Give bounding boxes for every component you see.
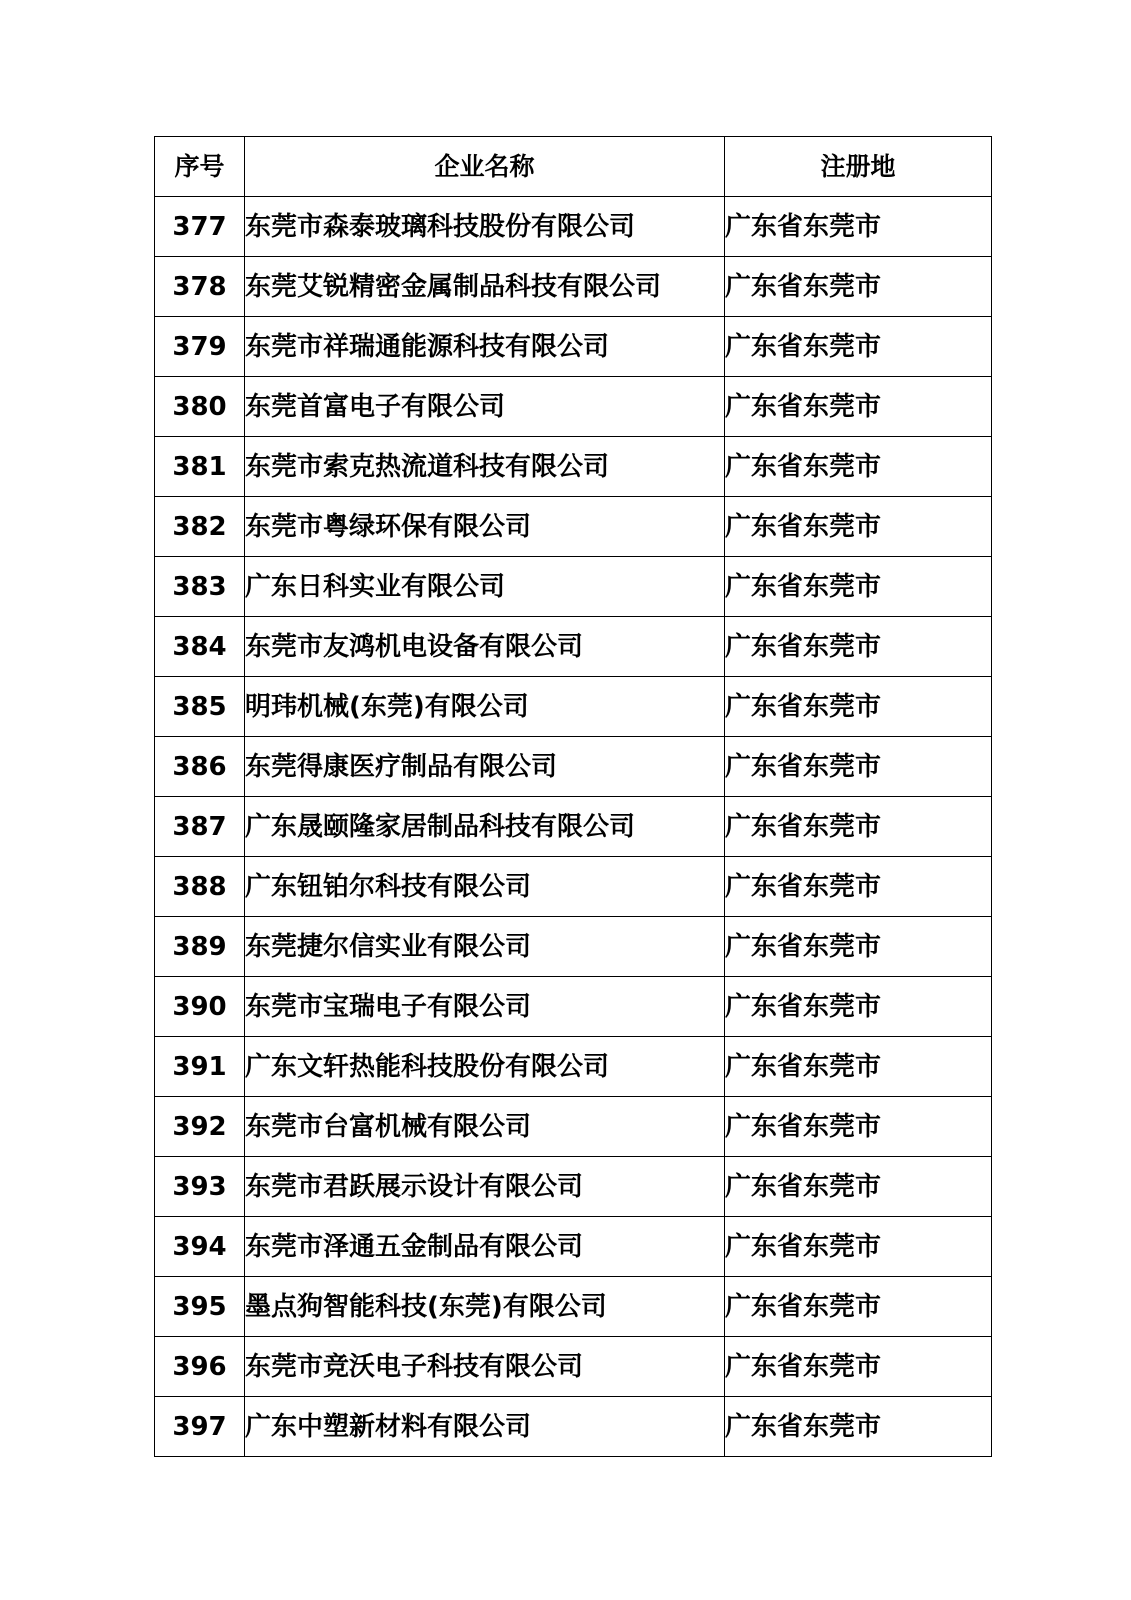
cell-seq: 392 [155,1097,245,1157]
cell-seq: 395 [155,1277,245,1337]
table-row [155,617,992,677]
cell-seq: 384 [155,617,245,677]
cell-location: 广东省东莞市 [725,857,992,917]
cell-location: 广东省东莞市 [725,497,992,557]
cell-location: 广东省东莞市 [725,1337,992,1397]
company-table [154,136,992,1457]
cell-company-name: 东莞市索克热流道科技有限公司 [245,437,725,497]
table-row [155,437,992,497]
cell-location: 广东省东莞市 [725,1037,992,1097]
cell-seq: 383 [155,557,245,617]
cell-location: 广东省东莞市 [725,377,992,437]
table-row [155,557,992,617]
cell-location: 广东省东莞市 [725,1217,992,1277]
header-seq: 序号 [155,137,245,197]
cell-location: 广东省东莞市 [725,317,992,377]
cell-company-name: 东莞艾锐精密金属制品科技有限公司 [245,257,725,317]
cell-company-name: 东莞市竞沃电子科技有限公司 [245,1337,725,1397]
table-row [155,1397,992,1457]
table-body [155,197,992,1457]
table-row [155,1337,992,1397]
cell-seq: 387 [155,797,245,857]
table-header [155,137,992,197]
cell-company-name: 东莞首富电子有限公司 [245,377,725,437]
table-row [155,797,992,857]
cell-seq: 396 [155,1337,245,1397]
cell-seq: 397 [155,1397,245,1457]
cell-company-name: 广东日科实业有限公司 [245,557,725,617]
header-company-name: 企业名称 [245,137,725,197]
table-row [155,317,992,377]
cell-company-name: 东莞市森泰玻璃科技股份有限公司 [245,197,725,257]
cell-location: 广东省东莞市 [725,977,992,1037]
table-row [155,1037,992,1097]
cell-seq: 382 [155,497,245,557]
cell-company-name: 东莞市宝瑞电子有限公司 [245,977,725,1037]
cell-company-name: 东莞市友鸿机电设备有限公司 [245,617,725,677]
cell-company-name: 东莞市泽通五金制品有限公司 [245,1217,725,1277]
cell-company-name: 东莞捷尔信实业有限公司 [245,917,725,977]
cell-seq: 388 [155,857,245,917]
cell-company-name: 东莞市粤绿环保有限公司 [245,497,725,557]
cell-seq: 385 [155,677,245,737]
cell-company-name: 明玮机械(东莞)有限公司 [245,677,725,737]
cell-location: 广东省东莞市 [725,1277,992,1337]
cell-seq: 378 [155,257,245,317]
cell-company-name: 墨点狗智能科技(东莞)有限公司 [245,1277,725,1337]
table-row [155,1097,992,1157]
cell-location: 广东省东莞市 [725,257,992,317]
table-row [155,857,992,917]
cell-company-name: 广东钮铂尔科技有限公司 [245,857,725,917]
cell-seq: 394 [155,1217,245,1277]
cell-location: 广东省东莞市 [725,197,992,257]
table-row [155,197,992,257]
table-row [155,1277,992,1337]
cell-seq: 391 [155,1037,245,1097]
cell-location: 广东省东莞市 [725,1097,992,1157]
cell-location: 广东省东莞市 [725,437,992,497]
cell-location: 广东省东莞市 [725,1397,992,1457]
table-row [155,917,992,977]
table-row [155,377,992,437]
cell-location: 广东省东莞市 [725,797,992,857]
cell-seq: 386 [155,737,245,797]
cell-location: 广东省东莞市 [725,737,992,797]
cell-seq: 381 [155,437,245,497]
table-row [155,257,992,317]
cell-company-name: 广东文轩热能科技股份有限公司 [245,1037,725,1097]
cell-seq: 379 [155,317,245,377]
table-row [155,677,992,737]
cell-location: 广东省东莞市 [725,677,992,737]
table-header-row [155,137,992,197]
table-row [155,1157,992,1217]
cell-location: 广东省东莞市 [725,917,992,977]
header-registered-location: 注册地 [725,137,992,197]
cell-location: 广东省东莞市 [725,1157,992,1217]
cell-company-name: 东莞市祥瑞通能源科技有限公司 [245,317,725,377]
cell-location: 广东省东莞市 [725,557,992,617]
table-row [155,737,992,797]
table-row [155,977,992,1037]
cell-company-name: 东莞市台富机械有限公司 [245,1097,725,1157]
cell-seq: 377 [155,197,245,257]
table-row [155,1217,992,1277]
cell-seq: 390 [155,977,245,1037]
cell-seq: 389 [155,917,245,977]
cell-seq: 393 [155,1157,245,1217]
table-row [155,497,992,557]
cell-company-name: 广东晟颐隆家居制品科技有限公司 [245,797,725,857]
cell-location: 广东省东莞市 [725,617,992,677]
cell-company-name: 东莞得康医疗制品有限公司 [245,737,725,797]
cell-seq: 380 [155,377,245,437]
cell-company-name: 广东中塑新材料有限公司 [245,1397,725,1457]
cell-company-name: 东莞市君跃展示设计有限公司 [245,1157,725,1217]
